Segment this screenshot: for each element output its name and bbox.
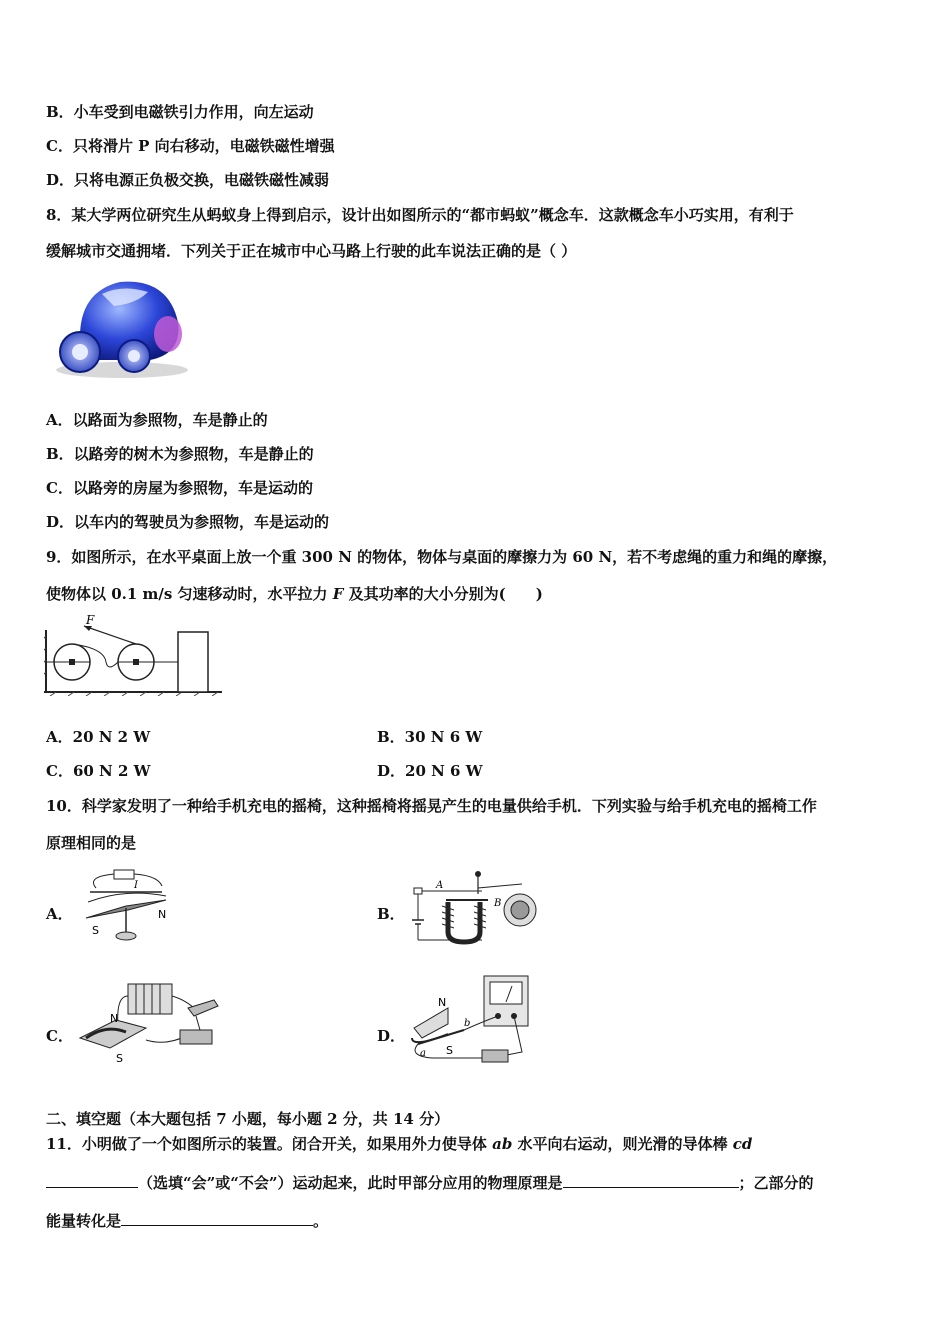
q11-stem-line2-part-a: （选填“会”或“不会”）运动起来，此时甲部分应用的物理原理是	[138, 1174, 563, 1192]
q10-fig-c-north-label: N	[110, 1012, 119, 1025]
q9-option-b: B．30 N 6 W	[377, 728, 483, 746]
q10-stem-line2: 原理相同的是	[46, 834, 137, 852]
pulley-block-diagram	[44, 612, 224, 696]
q10-fig-a-north-label: N	[158, 908, 167, 921]
q9-option-a: A．20 N 2 W	[46, 728, 151, 746]
q9-figure-force-label: F	[86, 613, 95, 627]
q10-option-a-label: A．	[46, 905, 73, 923]
q7-option-c: C．只将滑片 P 向右移动，电磁铁磁性增强	[46, 137, 335, 155]
q11-blank-2[interactable]	[563, 1172, 739, 1188]
q9-stem-line2-part-a: 使物体以 0.1 m/s 匀速移动时，水平拉力	[46, 585, 333, 603]
q11-stem-line3	[46, 1210, 328, 1231]
q10-option-d-label: D．	[377, 1027, 406, 1045]
q11-blank-1[interactable]	[46, 1172, 138, 1188]
q9-stem-line1: 9．如图所示，在水平桌面上放一个重 300 N 的物体，物体与桌面的摩擦力为 60 N，若不考虑绳的重力和绳的摩擦，	[46, 548, 838, 566]
q10-fig-d-south-label: S	[446, 1044, 453, 1057]
q11-stem-line1	[46, 1134, 752, 1154]
q7-option-d: D．只将电源正负极交换，电磁铁磁性减弱	[46, 171, 330, 189]
q9-option-d: D．20 N 6 W	[377, 762, 483, 780]
q11-stem-line3-part-a: 能量转化是	[46, 1212, 122, 1230]
q10-figure-c-motor	[76, 976, 226, 1066]
q10-figure-d-generator	[402, 972, 534, 1068]
q8-option-b: B．以路旁的树木为参照物，车是静止的	[46, 445, 314, 463]
q11-blank-3[interactable]	[121, 1210, 313, 1226]
q8-stem-line2: 缓解城市交通拥堵．下列关于正在城市中心马路上行驶的此车说法正确的是（ ）	[46, 242, 577, 260]
ant-concept-car-image	[50, 272, 195, 382]
q7-option-b: B．小车受到电磁铁引力作用，向左运动	[46, 103, 314, 121]
q9-force-variable: F	[332, 585, 344, 603]
q10-fig-d-b-label: b	[464, 1018, 471, 1029]
q11-stem-line2	[46, 1172, 814, 1193]
q10-stem-line1: 10．科学家发明了一种给手机充电的摇椅，这种摇椅将摇晃产生的电量供给手机．下列实验与给手机充电的摇椅工作	[46, 797, 817, 815]
q8-option-c: C．以路旁的房屋为参照物，车是运动的	[46, 479, 313, 497]
q10-figure-b-electric-bell	[402, 866, 542, 948]
q10-fig-d-a-label: a	[420, 1048, 426, 1059]
q10-fig-b-b-label: B	[494, 898, 502, 909]
q8-option-d: D．以车内的驾驶员为参照物，车是运动的	[46, 513, 330, 531]
q11-stem-line1-part-b: 水平向右运动，则光滑的导体棒	[512, 1135, 733, 1153]
q9-stem-line2	[46, 584, 543, 604]
q11-conductor-cd: cd	[732, 1135, 753, 1153]
q11-stem-line1-part-a: 11．小明做了一个如图所示的装置。闭合开关，如果用外力使导体	[46, 1135, 493, 1153]
q10-fig-d-north-label: N	[438, 996, 447, 1009]
q10-fig-c-south-label: S	[116, 1052, 123, 1065]
q10-option-b-label: B．	[377, 905, 405, 923]
q11-conductor-ab: ab	[492, 1135, 513, 1153]
q8-option-a: A．以路面为参照物，车是静止的	[46, 411, 268, 429]
q11-stem-line3-part-b: 。	[313, 1212, 329, 1230]
q10-fig-a-current-label: I	[134, 880, 138, 891]
q10-fig-b-a-label: A	[436, 880, 444, 891]
section-2-heading: 二、填空题（本大题包括 7 小题，每小题 2 分，共 14 分）	[46, 1110, 450, 1128]
q8-stem-line1: 8．某大学两位研究生从蚂蚁身上得到启示，设计出如图所示的“都市蚂蚁”概念车．这款概念车小巧实用，有利于	[46, 206, 794, 224]
q11-stem-line2-part-b: ；乙部分的	[738, 1174, 814, 1192]
q10-option-c-label: C．	[46, 1027, 73, 1045]
q10-fig-a-south-label: S	[92, 924, 99, 937]
q10-figure-a-oersted	[76, 866, 176, 946]
q9-option-c: C．60 N 2 W	[46, 762, 151, 780]
q9-stem-line2-part-b: 及其功率的大小分别为( )	[343, 585, 543, 603]
